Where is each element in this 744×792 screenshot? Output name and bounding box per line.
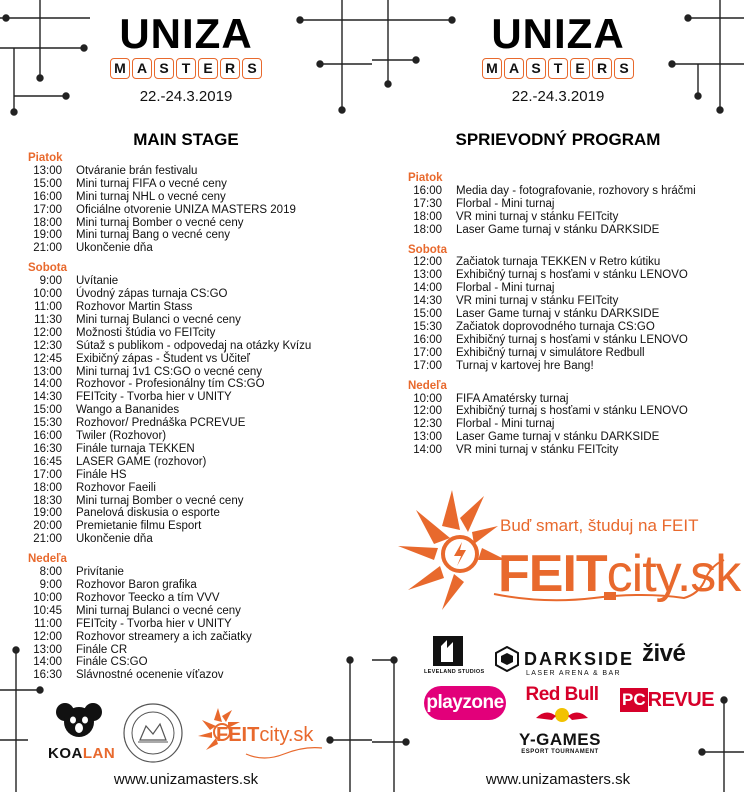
schedule-row bbox=[408, 405, 696, 418]
masters-letter: S bbox=[526, 58, 546, 79]
feitcity-wordmark bbox=[498, 546, 740, 602]
darkside-hex-icon bbox=[494, 646, 520, 672]
schedule-row bbox=[408, 185, 696, 198]
masters-letter: R bbox=[220, 58, 240, 79]
event-time: 8:00 bbox=[39, 566, 62, 579]
schedule-row bbox=[28, 378, 311, 391]
event-name: Slávnostné ocenenie víťazov bbox=[76, 669, 224, 682]
schedule-row bbox=[408, 444, 696, 457]
event-name: Florbal - Mini turnaj bbox=[456, 418, 555, 431]
website-url[interactable]: www.unizamasters.sk bbox=[113, 771, 259, 788]
feit-text: FEIT bbox=[498, 545, 607, 603]
day-label: Nedeľa bbox=[28, 553, 67, 566]
schedule-row bbox=[28, 656, 311, 669]
schedule-day bbox=[28, 262, 311, 546]
event-time: 12:45 bbox=[33, 352, 62, 365]
masters-letter: E bbox=[198, 58, 218, 79]
event-time: 10:45 bbox=[33, 604, 62, 617]
event-name: Finále turnaja TEKKEN bbox=[76, 442, 195, 455]
event-time: 16:30 bbox=[33, 669, 62, 682]
schedule-day bbox=[28, 553, 311, 682]
event-time: 9:00 bbox=[39, 275, 62, 288]
schedule-row bbox=[28, 592, 311, 605]
koalan-name-part: LAN bbox=[82, 745, 116, 762]
redbull-bulls-icon bbox=[532, 706, 592, 724]
schedule-row bbox=[28, 520, 311, 533]
event-name: Rozhovor Teecko a tím VVV bbox=[76, 591, 220, 604]
schedule-row bbox=[408, 418, 696, 431]
event-time: 14:30 bbox=[33, 391, 62, 404]
event-name: LASER GAME (rozhovor) bbox=[76, 455, 207, 468]
event-time: 14:00 bbox=[33, 656, 62, 669]
event-time: 18:00 bbox=[33, 481, 62, 494]
event-time: 21:00 bbox=[33, 242, 62, 255]
event-name: Finále HS bbox=[76, 468, 127, 481]
event-time: 21:00 bbox=[33, 533, 62, 546]
event-time: 12:00 bbox=[413, 256, 442, 269]
leveland-name: LEVELAND STUDIOS bbox=[424, 669, 485, 675]
university-seal-icon bbox=[122, 702, 184, 764]
schedule-row bbox=[28, 204, 311, 217]
event-name: Mini turnaj Bomber o vecné ceny bbox=[76, 494, 244, 507]
feitcity-logo-small bbox=[192, 700, 332, 760]
schedule-row bbox=[28, 242, 311, 255]
leveland-icon bbox=[433, 636, 463, 666]
schedule-row bbox=[408, 431, 696, 444]
event-time: 12:00 bbox=[33, 630, 62, 643]
event-name: Oficiálne otvorenie UNIZA MASTERS 2019 bbox=[76, 203, 296, 216]
day-label: Nedeľa bbox=[408, 379, 447, 392]
side-program-schedule bbox=[408, 172, 696, 457]
schedule-row bbox=[28, 275, 311, 288]
schedule-day bbox=[408, 244, 696, 373]
event-time: 14:00 bbox=[413, 444, 442, 457]
event-name: Uvítanie bbox=[76, 275, 119, 288]
event-date: 22.-24.3.2019 bbox=[511, 88, 605, 105]
event-name: Začiatok turnaja TEKKEN v Retro kútiku bbox=[456, 256, 661, 269]
event-time: 10:00 bbox=[33, 288, 62, 301]
event-time: 15:30 bbox=[413, 320, 442, 333]
event-time: 17:00 bbox=[33, 468, 62, 481]
uniza-masters-logo bbox=[96, 12, 276, 105]
darkside-name: DARKSIDE bbox=[524, 648, 635, 669]
event-name: Mini turnaj Bomber o vecné ceny bbox=[76, 216, 244, 229]
masters-letter: A bbox=[504, 58, 524, 79]
event-name: Mini turnaj NHL o vecné ceny bbox=[76, 190, 226, 203]
schedule-row bbox=[28, 456, 311, 469]
day-label: Piatok bbox=[28, 152, 63, 164]
event-time: 19:00 bbox=[33, 229, 62, 242]
brand-title: UNIZA bbox=[491, 10, 625, 57]
event-time: 19:00 bbox=[33, 507, 62, 520]
schedule-row bbox=[28, 482, 311, 495]
redbull-name: Red Bull bbox=[525, 684, 599, 705]
schedule-row bbox=[28, 301, 311, 314]
event-name: Úvodný zápas turnaja CS:GO bbox=[76, 288, 228, 301]
schedule-row bbox=[408, 347, 696, 360]
event-time: 17:00 bbox=[413, 346, 442, 359]
event-time: 13:00 bbox=[33, 643, 62, 656]
schedule-row bbox=[408, 393, 696, 406]
event-time: 17:30 bbox=[413, 197, 442, 210]
event-name: FEITcity - Tvorba hier v UNITY bbox=[76, 617, 232, 630]
schedule-row bbox=[28, 217, 311, 230]
event-name: Možnosti štúdia vo FEITcity bbox=[76, 326, 216, 339]
day-label: Sobota bbox=[408, 243, 447, 256]
darkside-subtitle: LASER ARENA & BAR bbox=[526, 670, 621, 677]
schedule-row bbox=[408, 308, 696, 321]
masters-letter: S bbox=[614, 58, 634, 79]
event-name: Finále CR bbox=[76, 643, 128, 656]
schedule-row bbox=[28, 191, 311, 204]
schedule-row bbox=[28, 229, 311, 242]
cable-decoration-icon bbox=[244, 744, 324, 764]
schedule-row bbox=[28, 178, 311, 191]
event-name: Laser Game turnaj v stánku DARKSIDE bbox=[456, 223, 660, 236]
schedule-row bbox=[408, 211, 696, 224]
event-time: 13:00 bbox=[33, 365, 62, 378]
masters-letter: S bbox=[242, 58, 262, 79]
event-time: 16:45 bbox=[33, 455, 62, 468]
masters-letter: M bbox=[482, 58, 502, 79]
event-name: Finále CS:GO bbox=[76, 656, 148, 669]
event-name: Rozhovor Baron grafika bbox=[76, 579, 197, 591]
schedule-row bbox=[28, 669, 311, 682]
promo-slogan: Buď smart, študuj na FEIT bbox=[500, 516, 699, 535]
event-name: Media day - fotografovanie, rozhovory s hráčmi bbox=[456, 184, 696, 197]
feit-text: FEIT bbox=[216, 724, 260, 746]
event-name: Ukončenie dňa bbox=[76, 242, 153, 255]
pcrevue-revue: REVUE bbox=[647, 689, 715, 711]
event-name: FIFA Amatérsky turnaj bbox=[456, 392, 569, 405]
event-time: 16:00 bbox=[33, 190, 62, 203]
event-name: Privítanie bbox=[76, 566, 124, 579]
koalan-name-part: KOA bbox=[48, 745, 83, 762]
event-time: 20:00 bbox=[33, 520, 62, 533]
event-name: Laser Game turnaj v stánku DARKSIDE bbox=[456, 431, 660, 444]
event-name: Mini turnaj Bang o vecné ceny bbox=[76, 229, 231, 242]
side-program-panel bbox=[372, 0, 744, 792]
event-time: 13:00 bbox=[413, 269, 442, 282]
event-time: 17:00 bbox=[33, 203, 62, 216]
event-name: Mini turnaj FIFA o vecné ceny bbox=[76, 177, 227, 190]
event-name: Sútaž s publikom - odpovedaj na otázky Kvízu bbox=[76, 339, 312, 352]
schedule-row bbox=[28, 579, 311, 592]
schedule-row bbox=[28, 566, 311, 579]
masters-letters bbox=[468, 58, 648, 79]
event-name: VR mini turnaj v stánku FEITcity bbox=[456, 444, 619, 457]
event-time: 15:30 bbox=[33, 417, 62, 430]
event-name: Mini turnaj 1v1 CS:GO o vecné ceny bbox=[76, 365, 262, 378]
event-time: 11:00 bbox=[34, 617, 62, 630]
event-name: Exhibičný turnaj s hosťami v stánku LENOVO bbox=[456, 405, 688, 418]
event-name: Turnaj v kartovej hre Bang! bbox=[456, 359, 594, 372]
koalan-logo bbox=[48, 700, 116, 762]
event-name: Mini turnaj Bulanci o vecné ceny bbox=[76, 313, 241, 326]
event-name: Rozhovor streamery a ich začiatky bbox=[76, 630, 252, 643]
schedule-row bbox=[28, 417, 311, 430]
event-time: 16:30 bbox=[33, 442, 62, 455]
masters-letter: R bbox=[592, 58, 612, 79]
brand-title: UNIZA bbox=[119, 10, 253, 57]
event-time: 18:00 bbox=[33, 216, 62, 229]
side-program-title: SPRIEVODNÝ PROGRAM bbox=[455, 130, 661, 149]
event-name: Exhibičný turnaj s hosťami v stánku LENOVO bbox=[456, 269, 688, 282]
event-name: Panelová diskusia o esporte bbox=[76, 507, 220, 520]
day-label: Piatok bbox=[408, 172, 443, 184]
event-name: Premietanie filmu Esport bbox=[76, 520, 202, 533]
schedule-row bbox=[28, 314, 311, 327]
playzone-logo: playzone bbox=[424, 686, 506, 720]
event-time: 11:00 bbox=[34, 300, 62, 313]
leveland-studios-logo bbox=[424, 636, 485, 675]
schedule-row bbox=[28, 353, 311, 366]
masters-letter: T bbox=[176, 58, 196, 79]
schedule-row bbox=[28, 165, 311, 178]
schedule-row bbox=[28, 366, 311, 379]
event-name: Exibičný zápas - Študent vs Účiteľ bbox=[76, 352, 251, 365]
event-time: 16:00 bbox=[413, 333, 442, 346]
event-time: 12:30 bbox=[413, 418, 442, 431]
event-time: 11:30 bbox=[34, 313, 62, 326]
event-time: 10:00 bbox=[413, 392, 442, 405]
schedule-row bbox=[408, 224, 696, 237]
masters-letter: M bbox=[110, 58, 130, 79]
event-time: 18:30 bbox=[33, 494, 62, 507]
schedule-row bbox=[28, 605, 311, 618]
event-time: 12:00 bbox=[33, 326, 62, 339]
schedule-row bbox=[408, 282, 696, 295]
schedule-row bbox=[28, 391, 311, 404]
day-label: Sobota bbox=[28, 262, 67, 275]
schedule-row bbox=[408, 360, 696, 373]
masters-letter: A bbox=[132, 58, 152, 79]
schedule-day bbox=[28, 152, 311, 255]
schedule-row bbox=[28, 507, 311, 520]
event-name: Začiatok doprovodného turnaja CS:GO bbox=[456, 320, 655, 333]
city-text: city.sk bbox=[606, 545, 741, 603]
zive-logo: živé bbox=[642, 640, 686, 667]
event-name: FEITcity - Tvorba hier v UNITY bbox=[76, 391, 232, 404]
main-stage-schedule bbox=[28, 152, 311, 682]
event-name: Ukončenie dňa bbox=[76, 533, 153, 546]
event-name: Rozhovor - Profesionálny tím CS:GO bbox=[76, 378, 265, 391]
event-time: 18:00 bbox=[413, 210, 442, 223]
masters-letter: T bbox=[548, 58, 568, 79]
event-name: Twiler (Rozhovor) bbox=[76, 430, 167, 443]
event-time: 17:00 bbox=[413, 359, 442, 372]
event-time: 18:00 bbox=[413, 223, 442, 236]
schedule-row bbox=[28, 631, 311, 644]
pcrevue-logo bbox=[620, 688, 714, 714]
schedule-row bbox=[28, 443, 311, 456]
pcrevue-pc: PC bbox=[620, 688, 648, 712]
event-name: Rozhovor Faeili bbox=[76, 481, 156, 494]
city-text: city.sk bbox=[259, 724, 314, 746]
event-time: 16:00 bbox=[413, 184, 442, 197]
masters-letter: E bbox=[570, 58, 590, 79]
event-date: 22.-24.3.2019 bbox=[139, 88, 233, 105]
schedule-row bbox=[28, 644, 311, 657]
event-name: Mini turnaj Bulanci o vecné ceny bbox=[76, 604, 241, 617]
koalan-name bbox=[48, 745, 116, 762]
masters-letter: S bbox=[154, 58, 174, 79]
event-name: VR mini turnaj v stánku FEITcity bbox=[456, 295, 619, 308]
redbull-logo bbox=[522, 684, 602, 729]
event-name: Laser Game turnaj v stánku DARKSIDE bbox=[456, 308, 660, 321]
event-time: 15:00 bbox=[413, 308, 442, 321]
schedule-row bbox=[28, 404, 311, 417]
event-time: 15:00 bbox=[33, 177, 62, 190]
masters-letters bbox=[96, 58, 276, 79]
ygames-logo bbox=[506, 730, 614, 755]
schedule-row bbox=[28, 469, 311, 482]
event-name: VR mini turnaj v stánku FEITcity bbox=[456, 210, 619, 223]
event-name: Exhibičný turnaj s hosťami v stánku LENOVO bbox=[456, 333, 688, 346]
event-name: Rozhovor/ Prednáška PCREVUE bbox=[76, 417, 246, 430]
schedule-row bbox=[408, 295, 696, 308]
schedule-row bbox=[408, 321, 696, 334]
event-time: 15:00 bbox=[33, 404, 62, 417]
event-time: 12:30 bbox=[33, 339, 62, 352]
event-name: Wango a Bananides bbox=[76, 404, 180, 417]
darkside-logo bbox=[494, 646, 634, 677]
schedule-day bbox=[408, 172, 696, 237]
event-name: Rozhovor Martin Stass bbox=[76, 300, 193, 313]
schedule-row bbox=[28, 495, 311, 508]
koala-icon bbox=[56, 700, 102, 738]
event-name: Otváranie brán festivalu bbox=[76, 164, 198, 177]
event-name: Exhibičný turnaj v simulátore Redbull bbox=[456, 346, 645, 359]
event-time: 14:00 bbox=[413, 282, 442, 295]
schedule-row bbox=[28, 327, 311, 340]
schedule-day bbox=[408, 380, 696, 457]
schedule-row bbox=[408, 269, 696, 282]
ygames-name: Y-GAMES bbox=[519, 730, 601, 749]
schedule-row bbox=[408, 334, 696, 347]
schedule-row bbox=[28, 340, 311, 353]
event-time: 10:00 bbox=[33, 591, 62, 604]
schedule-row bbox=[28, 288, 311, 301]
event-time: 13:00 bbox=[413, 431, 442, 444]
event-time: 9:00 bbox=[39, 579, 62, 591]
event-time: 16:00 bbox=[33, 430, 62, 443]
event-time: 13:00 bbox=[33, 164, 62, 177]
event-time: 12:00 bbox=[413, 405, 442, 418]
schedule-row bbox=[28, 618, 311, 631]
event-time: 14:30 bbox=[413, 295, 442, 308]
schedule-row bbox=[408, 198, 696, 211]
event-name: Florbal - Mini turnaj bbox=[456, 282, 555, 295]
uniza-masters-logo bbox=[468, 12, 648, 105]
ygames-subtitle: ESPORT TOURNAMENT bbox=[521, 749, 599, 755]
event-name: Florbal - Mini turnaj bbox=[456, 197, 555, 210]
schedule-row bbox=[408, 256, 696, 269]
main-stage-title: MAIN STAGE bbox=[133, 130, 239, 149]
schedule-row bbox=[28, 430, 311, 443]
website-url[interactable]: www.unizamasters.sk bbox=[485, 771, 631, 788]
event-time: 14:00 bbox=[33, 378, 62, 391]
schedule-row bbox=[28, 533, 311, 546]
